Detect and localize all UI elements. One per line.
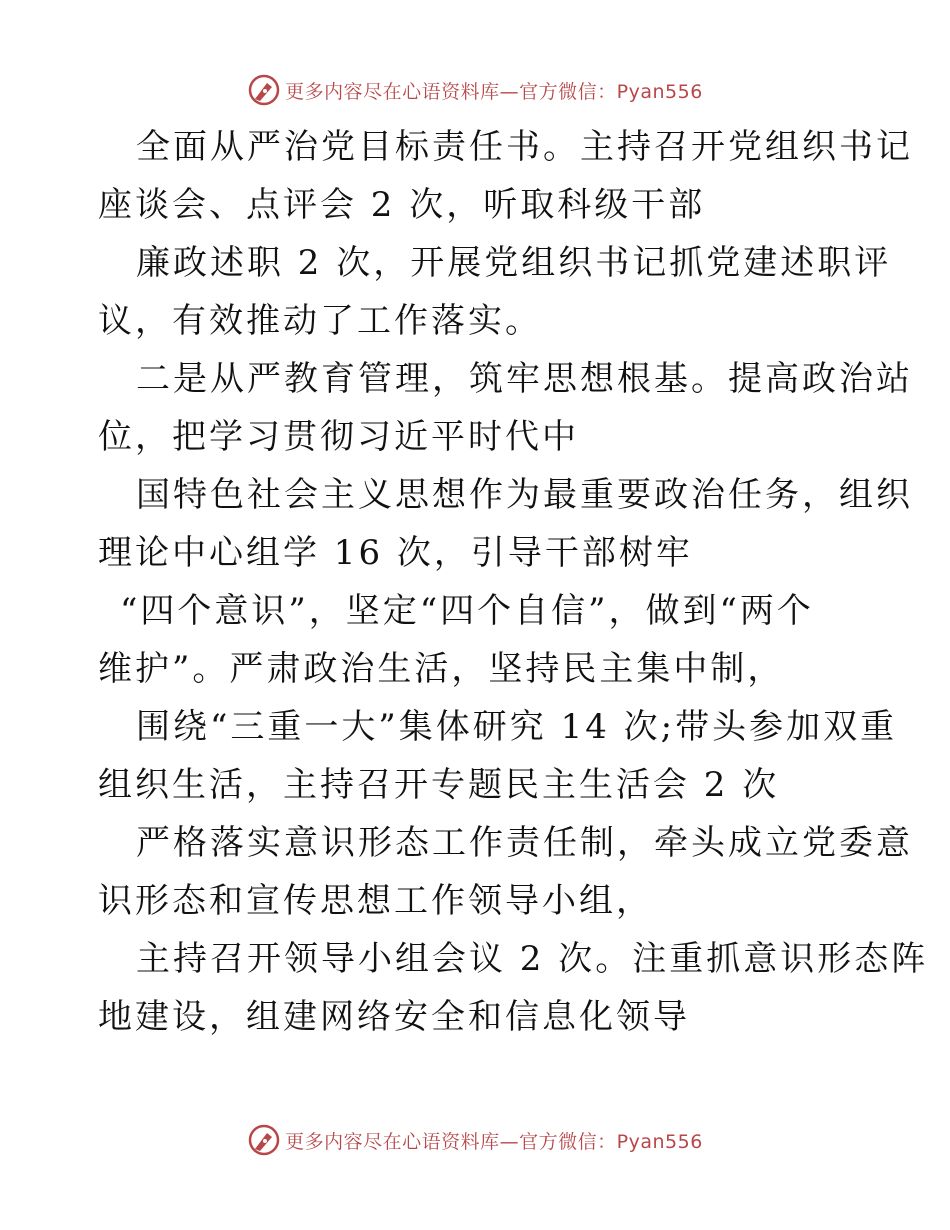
header-banner-text: 更多内容尽在心语资料库—官方微信：Pyan556	[285, 80, 703, 103]
text-line: 维护”。严肃政治生活，坚持民主集中制，	[98, 649, 785, 689]
text-line: 二是从严教育管理，筑牢思想根基。提高政治站	[136, 359, 913, 399]
text-line: 地建设，组建网络安全和信息化领导	[98, 997, 690, 1037]
text-line: 围绕“三重一大”集体研究 14 次;带头参加双重	[136, 707, 898, 747]
text-line: 识形态和宣传思想工作领导小组，	[98, 881, 653, 921]
header-banner	[0, 70, 950, 110]
footer-banner-text: 更多内容尽在心语资料库—官方微信：Pyan556	[285, 1130, 703, 1153]
text-line: 议，有效推动了工作落实。	[98, 301, 542, 341]
text-line: 国特色社会主义思想作为最重要政治任务，组织	[136, 475, 913, 515]
pen-nib-circle-icon	[247, 1123, 281, 1157]
document-body	[98, 118, 929, 1046]
text-line: 座谈会、点评会 2 次，听取科级干部	[98, 185, 706, 225]
text-line: 理论中心组学 16 次，引导干部树牢	[98, 533, 693, 573]
text-line: 主持召开领导小组会议 2 次。注重抓意识形态阵	[136, 939, 929, 979]
text-line: 组织生活，主持召开专题民主生活会 2 次	[98, 765, 780, 805]
text-line: 廉政述职 2 次，开展党组织书记抓党建述职评	[136, 243, 892, 283]
footer-banner	[0, 1120, 950, 1160]
text-line: “四个意识”，坚定“四个自信”，做到“两个	[120, 591, 814, 631]
text-line: 位，把学习贯彻习近平时代中	[98, 417, 579, 457]
pen-nib-circle-icon	[247, 73, 281, 107]
text-line: 严格落实意识形态工作责任制，牵头成立党委意	[136, 823, 913, 863]
text-line: 全面从严治党目标责任书。主持召开党组织书记	[136, 127, 913, 167]
